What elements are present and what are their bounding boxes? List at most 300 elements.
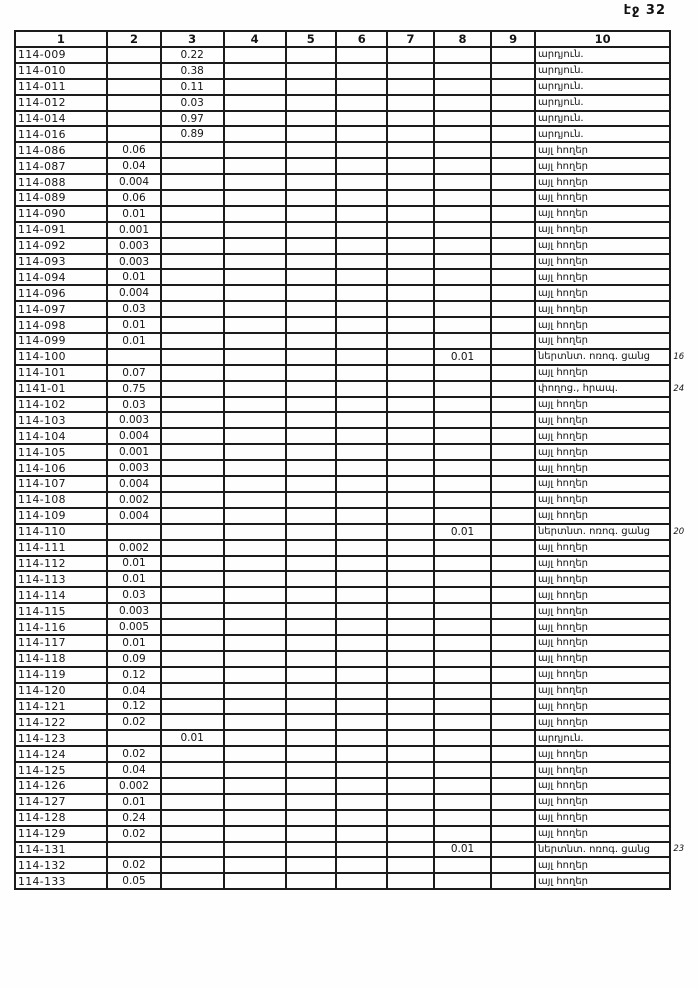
value-cell [336, 667, 387, 683]
value-cell [224, 524, 286, 540]
value-cell [224, 397, 286, 413]
value-cell: 0.02 [107, 826, 160, 842]
value-cell [336, 492, 387, 508]
parcel-code: 114-009 [15, 47, 107, 63]
parcel-code: 114-014 [15, 111, 107, 127]
value-cell [286, 540, 337, 556]
value-cell [434, 857, 492, 873]
value-cell [161, 762, 224, 778]
value-cell [161, 397, 224, 413]
value-cell: 0.003 [107, 238, 160, 254]
value-cell [491, 699, 535, 715]
margin-note [670, 794, 697, 810]
value-cell [491, 269, 535, 285]
land-type-label: այլ հողեր [535, 508, 670, 524]
value-cell: 0.003 [107, 254, 160, 270]
value-cell [286, 603, 337, 619]
parcel-code: 114-113 [15, 571, 107, 587]
margin-note [670, 667, 697, 683]
value-cell [286, 142, 337, 158]
parcel-code: 114-094 [15, 269, 107, 285]
value-cell [161, 619, 224, 635]
value-cell [336, 333, 387, 349]
margin-note [670, 540, 697, 556]
margin-note-header [670, 31, 697, 47]
value-cell [336, 603, 387, 619]
value-cell [491, 349, 535, 365]
value-cell [387, 857, 433, 873]
land-type-label: այլ հողեր [535, 285, 670, 301]
value-cell [224, 63, 286, 79]
value-cell [434, 460, 492, 476]
value-cell [387, 412, 433, 428]
parcel-code: 114-132 [15, 857, 107, 873]
value-cell [224, 556, 286, 572]
land-type-label: այլ հողեր [535, 428, 670, 444]
land-type-label: այլ հողեր [535, 476, 670, 492]
value-cell [286, 683, 337, 699]
value-cell [161, 524, 224, 540]
value-cell [387, 460, 433, 476]
table-row [15, 285, 697, 301]
table-row [15, 206, 697, 222]
value-cell [286, 190, 337, 206]
parcel-code: 114-097 [15, 301, 107, 317]
value-cell [224, 508, 286, 524]
value-cell: 0.004 [107, 174, 160, 190]
value-cell: 0.01 [161, 730, 224, 746]
value-cell [336, 619, 387, 635]
column-header: 6 [336, 31, 387, 47]
value-cell [336, 746, 387, 762]
value-cell [491, 842, 535, 858]
value-cell: 0.12 [107, 699, 160, 715]
value-cell [224, 381, 286, 397]
value-cell [224, 651, 286, 667]
value-cell [224, 587, 286, 603]
land-type-label: այլ հողեր [535, 857, 670, 873]
value-cell [161, 842, 224, 858]
land-type-label: արդյուն. [535, 47, 670, 63]
value-cell [224, 540, 286, 556]
value-cell [286, 174, 337, 190]
value-cell [286, 667, 337, 683]
table-row [15, 651, 697, 667]
margin-note [670, 63, 697, 79]
table-row [15, 492, 697, 508]
value-cell [161, 428, 224, 444]
value-cell [286, 317, 337, 333]
table-row [15, 746, 697, 762]
value-cell [161, 365, 224, 381]
value-cell [224, 460, 286, 476]
value-cell [161, 142, 224, 158]
parcel-code: 114-123 [15, 730, 107, 746]
value-cell [336, 460, 387, 476]
value-cell: 0.01 [434, 842, 492, 858]
value-cell [336, 47, 387, 63]
value-cell [434, 301, 492, 317]
value-cell [336, 158, 387, 174]
value-cell [107, 126, 160, 142]
table-row [15, 238, 697, 254]
parcel-code: 114-122 [15, 714, 107, 730]
land-type-label: արդյուն. [535, 730, 670, 746]
parcel-code: 114-127 [15, 794, 107, 810]
value-cell [491, 158, 535, 174]
value-cell [161, 556, 224, 572]
value-cell [286, 762, 337, 778]
parcel-code: 114-110 [15, 524, 107, 540]
value-cell [387, 381, 433, 397]
value-cell [224, 174, 286, 190]
value-cell [491, 254, 535, 270]
value-cell: 0.003 [107, 603, 160, 619]
value-cell [286, 254, 337, 270]
land-type-label: այլ հողեր [535, 460, 670, 476]
value-cell [224, 683, 286, 699]
value-cell [434, 47, 492, 63]
margin-note [670, 492, 697, 508]
value-cell [286, 222, 337, 238]
value-cell [336, 810, 387, 826]
value-cell [491, 651, 535, 667]
parcel-code: 114-087 [15, 158, 107, 174]
table-row [15, 444, 697, 460]
land-type-label: այլ հողեր [535, 619, 670, 635]
table-row [15, 699, 697, 715]
table-row [15, 842, 697, 858]
value-cell [224, 873, 286, 889]
value-cell [286, 365, 337, 381]
land-type-label: այլ հողեր [535, 683, 670, 699]
margin-note [670, 222, 697, 238]
value-cell [387, 317, 433, 333]
value-cell [286, 301, 337, 317]
value-cell [336, 556, 387, 572]
margin-note [670, 397, 697, 413]
parcel-code: 114-099 [15, 333, 107, 349]
value-cell [107, 524, 160, 540]
value-cell [387, 619, 433, 635]
value-cell [491, 285, 535, 301]
value-cell [224, 826, 286, 842]
value-cell [336, 190, 387, 206]
land-type-label: այլ հողեր [535, 540, 670, 556]
value-cell [387, 111, 433, 127]
land-type-label: այլ հողեր [535, 222, 670, 238]
value-cell [434, 238, 492, 254]
value-cell [434, 810, 492, 826]
margin-note [670, 571, 697, 587]
table-row [15, 174, 697, 190]
value-cell [434, 285, 492, 301]
value-cell [434, 126, 492, 142]
value-cell [286, 111, 337, 127]
parcel-code: 114-012 [15, 95, 107, 111]
value-cell: 0.01 [434, 524, 492, 540]
value-cell [224, 714, 286, 730]
parcel-code: 114-092 [15, 238, 107, 254]
parcel-code: 114-115 [15, 603, 107, 619]
margin-note [670, 126, 697, 142]
value-cell [224, 476, 286, 492]
value-cell [336, 397, 387, 413]
value-cell [336, 381, 387, 397]
value-cell [161, 444, 224, 460]
value-cell [387, 540, 433, 556]
value-cell [387, 79, 433, 95]
value-cell [387, 571, 433, 587]
value-cell [387, 222, 433, 238]
table-row [15, 95, 697, 111]
value-cell [387, 206, 433, 222]
value-cell [336, 571, 387, 587]
value-cell [434, 142, 492, 158]
value-cell [491, 540, 535, 556]
land-type-label: այլ հողեր [535, 826, 670, 842]
value-cell [161, 873, 224, 889]
value-cell [434, 111, 492, 127]
value-cell: 0.01 [107, 794, 160, 810]
value-cell [161, 206, 224, 222]
margin-note: 23 [673, 844, 685, 855]
value-cell [491, 714, 535, 730]
value-cell: 0.89 [161, 126, 224, 142]
value-cell: 0.04 [107, 683, 160, 699]
value-cell [161, 810, 224, 826]
land-type-label: այլ հողեր [535, 651, 670, 667]
value-cell [224, 158, 286, 174]
value-cell [224, 667, 286, 683]
value-cell [387, 63, 433, 79]
value-cell [491, 460, 535, 476]
value-cell: 0.22 [161, 47, 224, 63]
value-cell [491, 730, 535, 746]
parcel-code: 114-089 [15, 190, 107, 206]
land-type-label: այլ հողեր [535, 667, 670, 683]
value-cell [286, 635, 337, 651]
land-type-label: այլ հողեր [535, 333, 670, 349]
land-type-label: փողոց., հրապ. [535, 381, 670, 397]
value-cell [434, 492, 492, 508]
table-row [15, 63, 697, 79]
value-cell [434, 397, 492, 413]
value-cell [434, 587, 492, 603]
value-cell [224, 47, 286, 63]
value-cell [387, 238, 433, 254]
table-row [15, 762, 697, 778]
parcel-code: 1141-01 [15, 381, 107, 397]
value-cell [491, 190, 535, 206]
value-cell [224, 190, 286, 206]
value-cell: 0.02 [107, 714, 160, 730]
land-type-label: այլ հողեր [535, 873, 670, 889]
value-cell [161, 540, 224, 556]
table-row [15, 126, 697, 142]
parcel-code: 114-133 [15, 873, 107, 889]
value-cell [286, 238, 337, 254]
value-cell [336, 126, 387, 142]
value-cell [286, 158, 337, 174]
value-cell [336, 206, 387, 222]
table-row [15, 873, 697, 889]
value-cell [161, 794, 224, 810]
value-cell [434, 540, 492, 556]
margin-note [670, 587, 697, 603]
value-cell [336, 714, 387, 730]
value-cell [161, 349, 224, 365]
value-cell [286, 397, 337, 413]
value-cell: 0.001 [107, 444, 160, 460]
margin-note [670, 47, 697, 63]
parcel-code: 114-108 [15, 492, 107, 508]
value-cell [161, 603, 224, 619]
value-cell [336, 635, 387, 651]
value-cell [387, 285, 433, 301]
value-cell [286, 269, 337, 285]
value-cell [286, 428, 337, 444]
value-cell [224, 810, 286, 826]
value-cell [387, 95, 433, 111]
table-row [15, 317, 697, 333]
parcel-code: 114-111 [15, 540, 107, 556]
table-row [15, 47, 697, 63]
value-cell [224, 333, 286, 349]
value-cell [434, 381, 492, 397]
value-cell [161, 651, 224, 667]
value-cell [387, 699, 433, 715]
margin-note [670, 206, 697, 222]
value-cell [491, 95, 535, 111]
value-cell [387, 556, 433, 572]
value-cell [491, 47, 535, 63]
parcel-code: 114-112 [15, 556, 107, 572]
margin-note [670, 556, 697, 572]
land-type-label: ներտնտ. ոռոգ. ցանց [535, 842, 670, 858]
table-row [15, 111, 697, 127]
margin-note [670, 699, 697, 715]
value-cell [286, 285, 337, 301]
margin-note [670, 317, 697, 333]
value-cell [286, 810, 337, 826]
value-cell [161, 285, 224, 301]
value-cell [387, 365, 433, 381]
value-cell [387, 667, 433, 683]
parcel-code: 114-090 [15, 206, 107, 222]
column-header: 4 [224, 31, 286, 47]
value-cell [336, 476, 387, 492]
value-cell [224, 412, 286, 428]
margin-note [670, 508, 697, 524]
value-cell [224, 254, 286, 270]
value-cell [336, 222, 387, 238]
value-cell [336, 412, 387, 428]
parcel-code: 114-116 [15, 619, 107, 635]
land-type-label: այլ հողեր [535, 603, 670, 619]
value-cell [434, 619, 492, 635]
value-cell: 0.002 [107, 778, 160, 794]
parcel-code: 114-114 [15, 587, 107, 603]
value-cell [434, 206, 492, 222]
value-cell [387, 810, 433, 826]
value-cell [491, 524, 535, 540]
value-cell [387, 444, 433, 460]
value-cell [491, 397, 535, 413]
value-cell [107, 842, 160, 858]
value-cell [336, 174, 387, 190]
value-cell [161, 508, 224, 524]
table-row [15, 571, 697, 587]
parcel-code: 114-121 [15, 699, 107, 715]
margin-note [670, 190, 697, 206]
land-type-label: այլ հողեր [535, 444, 670, 460]
margin-note [670, 683, 697, 699]
value-cell [491, 778, 535, 794]
value-cell [491, 317, 535, 333]
land-type-label: այլ հողեր [535, 492, 670, 508]
value-cell [336, 873, 387, 889]
table-row [15, 412, 697, 428]
value-cell [224, 428, 286, 444]
table-row [15, 269, 697, 285]
value-cell [491, 142, 535, 158]
value-cell [491, 79, 535, 95]
value-cell [286, 95, 337, 111]
value-cell: 0.04 [107, 158, 160, 174]
value-cell [161, 587, 224, 603]
value-cell [224, 238, 286, 254]
land-type-label: արդյուն. [535, 95, 670, 111]
land-type-label: այլ հողեր [535, 142, 670, 158]
value-cell [434, 95, 492, 111]
margin-note [670, 476, 697, 492]
value-cell [387, 524, 433, 540]
value-cell [434, 254, 492, 270]
value-cell: 0.24 [107, 810, 160, 826]
table-row [15, 79, 697, 95]
value-cell [107, 47, 160, 63]
value-cell: 0.004 [107, 285, 160, 301]
margin-note [670, 79, 697, 95]
table-row [15, 730, 697, 746]
table-row [15, 635, 697, 651]
value-cell [434, 476, 492, 492]
margin-note [670, 635, 697, 651]
value-cell: 0.09 [107, 651, 160, 667]
value-cell [161, 254, 224, 270]
value-cell [434, 269, 492, 285]
parcel-code: 114-131 [15, 842, 107, 858]
value-cell [491, 556, 535, 572]
value-cell [434, 794, 492, 810]
value-cell [434, 714, 492, 730]
land-type-label: այլ հողեր [535, 810, 670, 826]
margin-note [670, 254, 697, 270]
margin-note [670, 810, 697, 826]
value-cell [336, 508, 387, 524]
value-cell [286, 63, 337, 79]
value-cell [161, 778, 224, 794]
parcel-code: 114-120 [15, 683, 107, 699]
land-type-label: այլ հողեր [535, 238, 670, 254]
value-cell [336, 111, 387, 127]
value-cell [161, 699, 224, 715]
value-cell [107, 111, 160, 127]
value-cell [286, 492, 337, 508]
value-cell [336, 269, 387, 285]
value-cell [387, 651, 433, 667]
